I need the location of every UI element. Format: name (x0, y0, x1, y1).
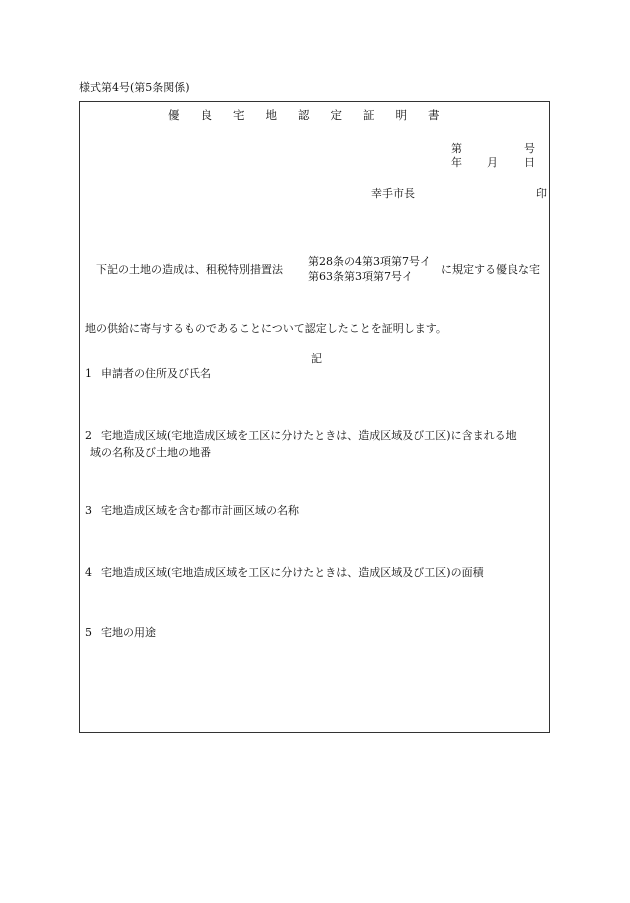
certificate-title: 優良宅地認定証明書 (168, 108, 461, 122)
item-text-continued: 域の名称及び土地の地番 (90, 446, 211, 459)
item-number: 1 (85, 367, 92, 380)
item-text: 宅地造成区域(宅地造成区域を工区に分けたときは、造成区域及び工区)に含まれる地 (101, 429, 517, 442)
item-text: 宅地造成区域を含む都市計画区域の名称 (101, 504, 299, 517)
form-label: 様式第4号(第5条関係) (79, 81, 190, 94)
date-year: 年 (451, 156, 462, 169)
seal-mark: 印 (536, 187, 547, 200)
law-reference-line-1: 第28条の4第3項第7号イ (308, 255, 431, 268)
ki-heading: 記 (311, 352, 322, 365)
item-text: 申請者の住所及び氏名 (101, 367, 211, 380)
item-text: 宅地の用途 (101, 626, 156, 639)
list-item (85, 502, 299, 519)
cert-number-dai: 第 (451, 142, 462, 155)
item-number: 3 (85, 504, 92, 517)
list-item (85, 564, 484, 581)
issuer-name: 幸手市長 (371, 187, 415, 200)
item-number: 5 (85, 626, 92, 639)
item-text: 宅地造成区域(宅地造成区域を工区に分けたときは、造成区域及び工区)の面積 (101, 566, 484, 579)
list-item (85, 624, 156, 641)
date-month: 月 (487, 156, 498, 169)
list-item (85, 427, 517, 461)
cert-number-go: 号 (524, 142, 535, 155)
body-text-part-c: 地の供給に寄与するものであることについて認定したことを証明します。 (85, 322, 447, 335)
item-number: 2 (85, 429, 92, 442)
law-reference-line-2: 第63条第3項第7号イ (308, 270, 413, 283)
list-item (85, 365, 211, 382)
body-text-part-a: 下記の土地の造成は、租税特別措置法 (96, 263, 283, 276)
body-text-part-b: に規定する優良な宅 (441, 263, 540, 276)
item-number: 4 (85, 566, 92, 579)
date-day: 日 (524, 156, 535, 169)
